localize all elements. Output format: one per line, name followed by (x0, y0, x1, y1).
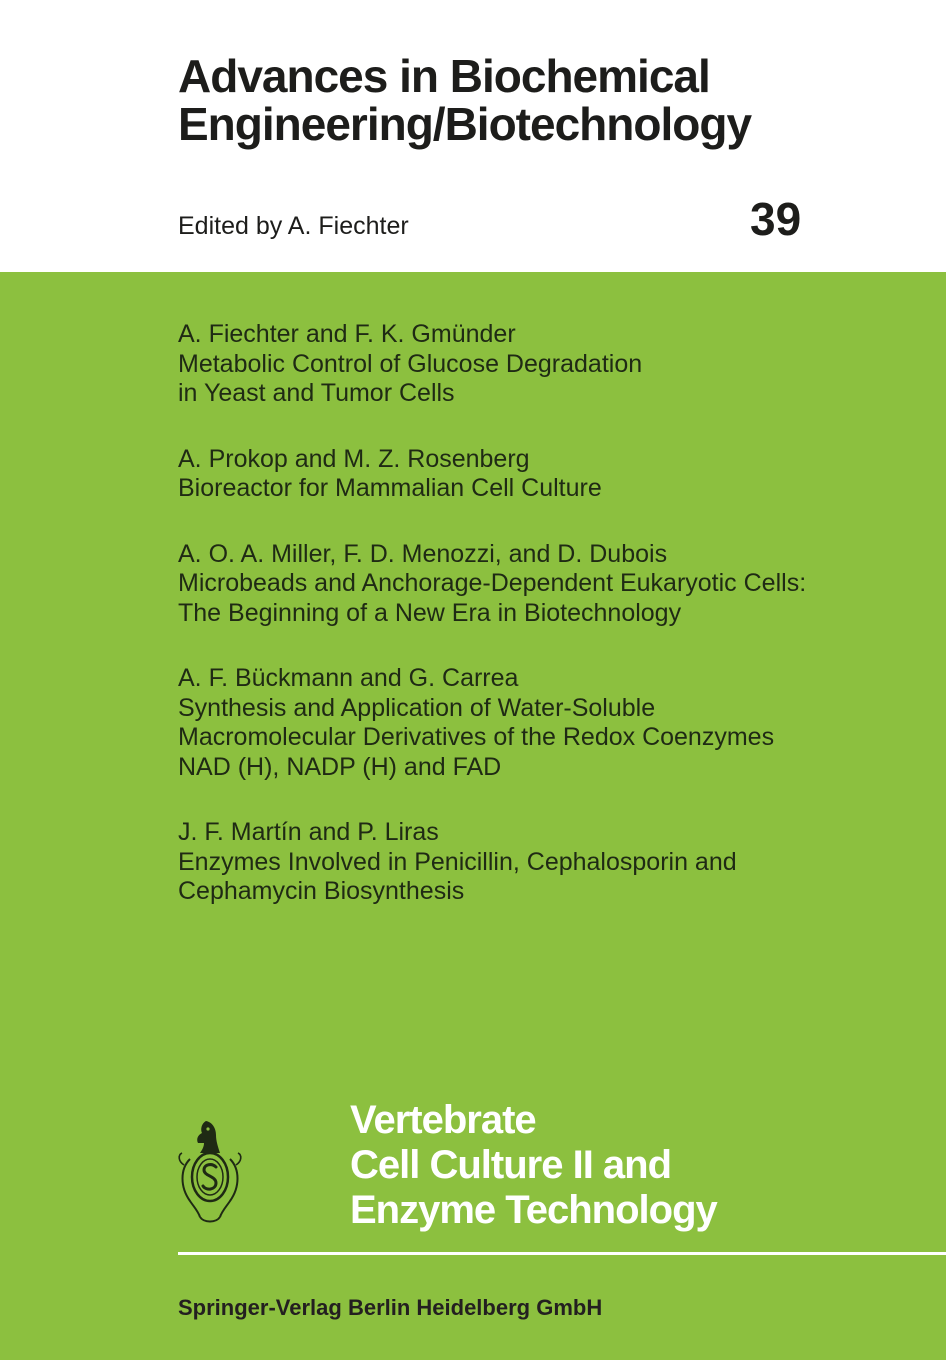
entry-authors: A. Fiechter and F. K. Gmünder (178, 320, 516, 348)
contents-entry (178, 664, 918, 782)
entry-title-line: Enzymes Involved in Penicillin, Cephalosporin and (178, 847, 737, 876)
entry-title-line: Bioreactor for Mammalian Cell Culture (178, 474, 602, 502)
entry-authors: A. Prokop and M. Z. Rosenberg (178, 444, 530, 473)
volume-number: 39 (750, 193, 802, 245)
entry-authors: A. F. Bückmann and G. Carrea (178, 664, 519, 692)
entry-authors: J. F. Martín and P. Liras (178, 818, 439, 846)
book-title (350, 1098, 717, 1233)
springer-knight-icon (176, 1115, 244, 1230)
book-title-line-3: Enzyme Technology (350, 1188, 717, 1232)
editor-credit: Edited by A. Fiechter (178, 212, 409, 240)
entry-title-line: NAD (H), NADP (H) and FAD (178, 752, 502, 781)
entry-title-line: The Beginning of a New Era in Biotechnology (178, 598, 682, 627)
entry-title-line: Microbeads and Anchorage-Dependent Eukaryotic Cells: (178, 569, 807, 597)
book-title-line-2: Cell Culture II and (350, 1143, 672, 1187)
book-title-line-1: Vertebrate (350, 1098, 536, 1142)
entry-title-line: Synthesis and Application of Water-Soluble (178, 693, 656, 722)
entry-title-line: in Yeast and Tumor Cells (178, 379, 455, 407)
contents-entry (178, 540, 918, 629)
series-title-line-2: Engineering/Biotechnology (178, 98, 752, 150)
series-title-line-1: Advances in Biochemical (178, 50, 710, 102)
publisher-name: Springer-Verlag Berlin Heidelberg GmbH (178, 1295, 603, 1320)
entry-title-line: Metabolic Control of Glucose Degradation (178, 349, 643, 378)
series-title (178, 52, 751, 148)
cover-body (0, 272, 946, 1360)
contents-entry (178, 818, 918, 907)
entry-authors: A. O. A. Miller, F. D. Menozzi, and D. Dubois (178, 539, 668, 568)
entry-title-line: Macromolecular Derivatives of the Redox Coenzymes (178, 723, 775, 751)
divider-rule (178, 1252, 946, 1255)
contents-list (178, 320, 918, 943)
entry-title-line: Cephamycin Biosynthesis (178, 877, 465, 905)
cover-header (0, 0, 946, 272)
contents-entry (178, 445, 918, 504)
contents-entry (178, 320, 918, 409)
